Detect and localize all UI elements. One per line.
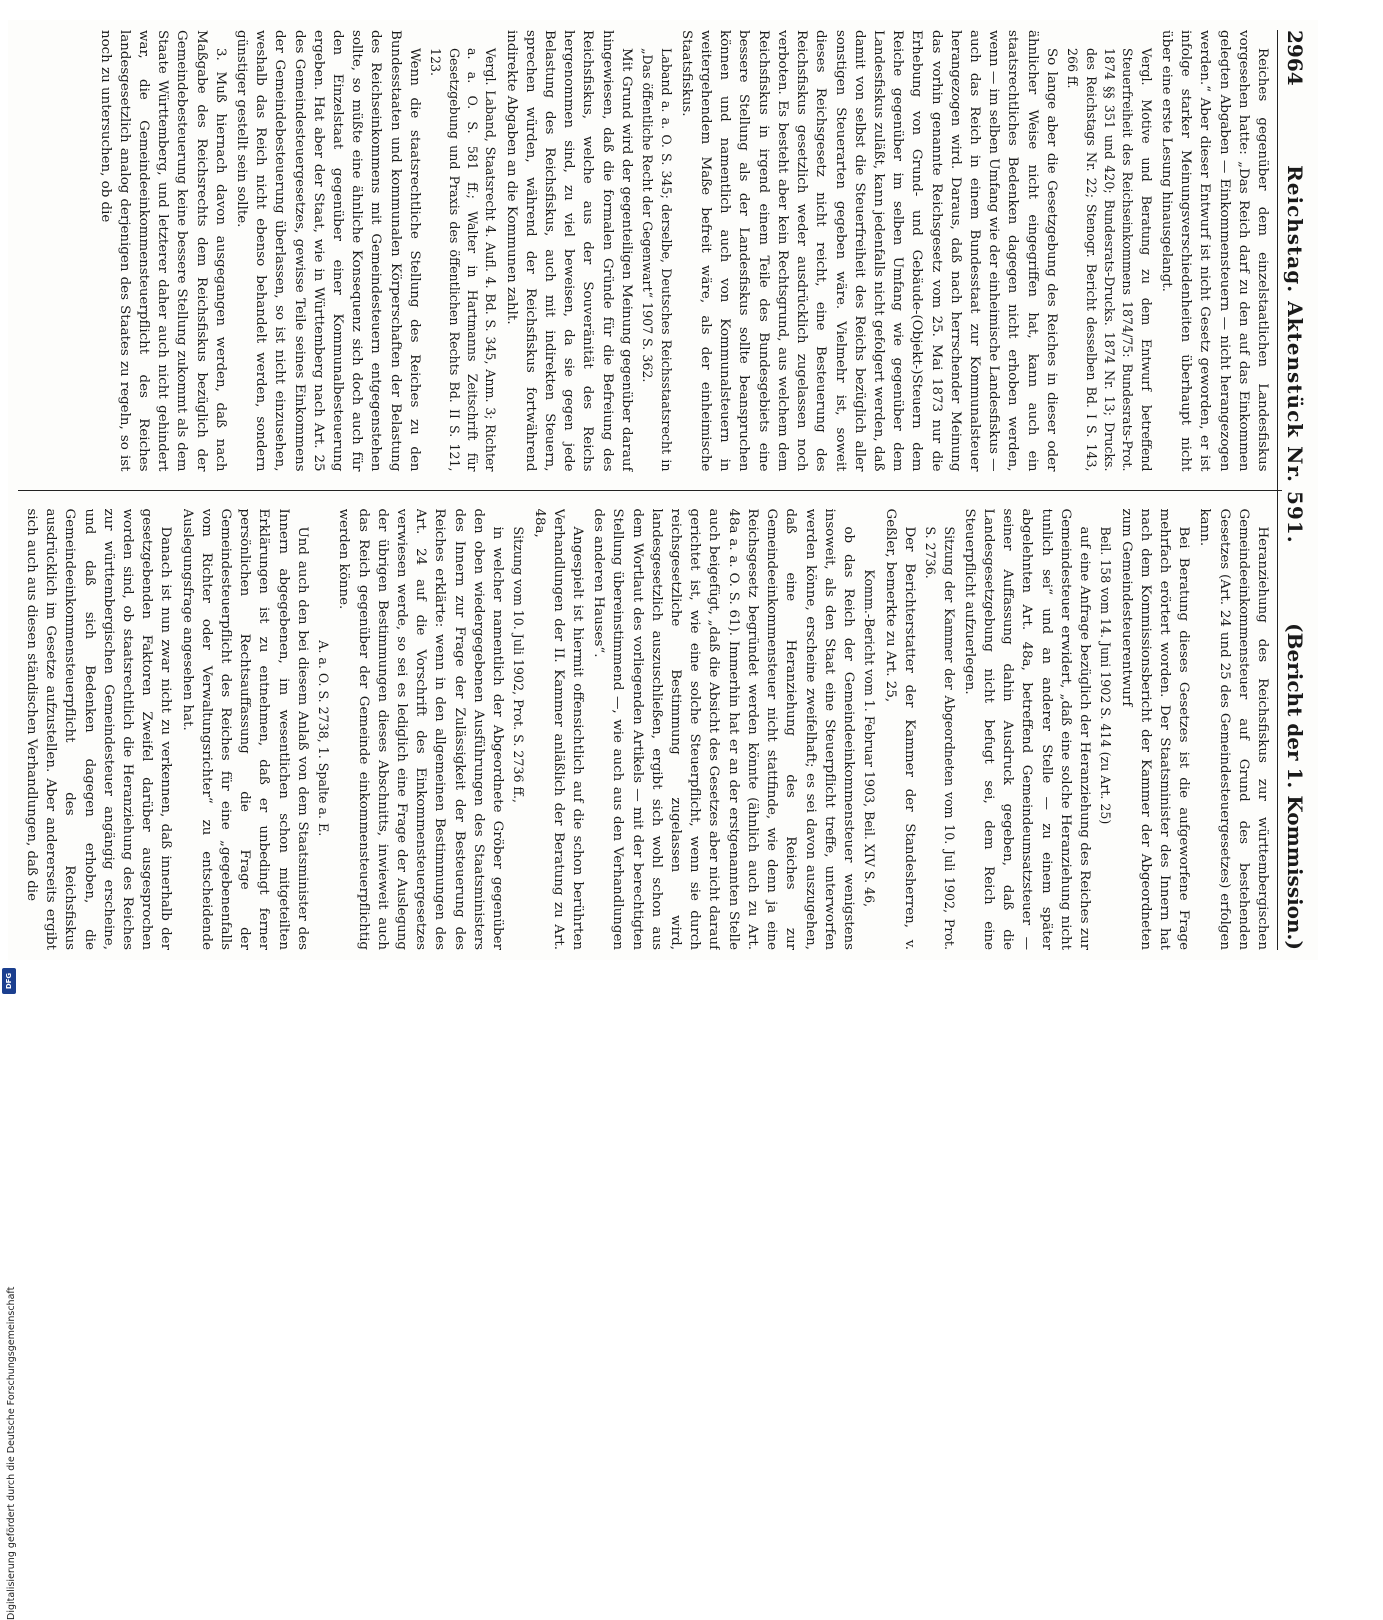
paragraph: Wenn die staatsrechtliche Stellung des Reiches zu den Bundesstaaten und kommunalen Körperschaften der Belastung des Reichseinkommens mit Gemeindesteuern entgegenstehen sollte, so müßte eine ähnliche Konsequenz sich doch auch für den Einzelstaat gegenüber einer Kommunalbesteuerung ergeben. Hat aber der Staat, wie in Württemberg nach Art. 25 des Gemeindesteuergesetzes, gewisse Teile seines Einkommens der Gemeindebesteuerung überlassen, so ist nicht einzusehen, weshalb das Reich nicht ebenso behandelt werden, sondern günstiger gestellt sein sollte. xyxy=(234,30,422,472)
paragraph: Bei Beratung dieses Gesetzes ist die aufgeworfene Frage mehrfach erörtert worden. Der Staatsminister des Innern hat nach dem Kommissionsbericht der Kammer der Abgeordneten zum Gemeindesteuerentwurf xyxy=(1118,508,1192,950)
paragraph: Angespielt ist hiermit offensichtlich auf die schon berührten Verhandlungen der II. Kammer anläßlich der Beratung zu Art. 48a, xyxy=(531,508,586,950)
reference: Vergl. Motive und Beratung zu dem Entwurf betreffend Steuerfreiheit des Reichseinkommens 1874/75: Bundesrats-Prot. 1874 §§ 351 und 420; Bundesrats-Drucks. 1874 Nr. 13; Drucks. des Reichstags Nr. 22; Stenogr. Bericht desselben Bd. I S. 143, 266 ff. xyxy=(1065,48,1154,472)
paragraph: Mit Grund wird der gegenteiligen Meinung gegenüber darauf hingewiesen, daß die formalen Gründe für die Befreiung des Reichsfiskus, welche aus der Souveränität des Reichs hergenommen sind, zu viel beweisen, da sie gegen jede Belastung des Reichsfiskus, auch mit indirekten Steuern, sprechen würden, während der Reichsfiskus fortwährend indirekte Abgaben an die Kommunen zahlt. xyxy=(503,30,634,472)
paragraph: auf eine Anfrage bezüglich der Heranziehung des Reiches zur Gemeindesteuer erwidert, „daß eine solche Heranziehung nicht tunlich sei“ und an anderer Stelle — zu einem später abgelehnten Art. 48a, betreffend Gemeindeumsatzsteuer — seiner Auffassung dahin Ausdruck gegeben, daß die Landesgesetzgebung nicht befugt sei, dem Reich eine Steuerpflicht aufzuerlegen. xyxy=(961,508,1092,950)
paragraph: So lange aber die Gesetzgebung des Reiches in dieser oder ähnlicher Weise nicht eingegriffen hat, kann auch ein staatsrechtliches Bedenken dagegen nicht erhoben werden, wenn — im selben Umfang wie der einheimische Landesfiskus — auch das Reich in einem Bundesstaat zur Kommunalsteuer herangezogen wird. Daraus, daß nach herrschender Meinung das vorhin genannte Reichsgesetz vom 25. Mai 1873 nur die Erhebung von Grund- und Gebäude-(Objekt-)Steuern dem Reiche gegenüber im selben Umfang wie gegenüber dem Landesfiskus zuläßt, kann jedenfalls nicht gefolgert werden, daß damit von selbst die Steuerfreiheit des Reichs bezüglich aller sonstigen Steuerarten gegeben wäre. Vielmehr ist, soweit dieses Reichsgesetz nicht reicht, eine Besteuerung des Reichsfiskus gesetzlich weder ausdrücklich zugelassen noch verboten. Es besteht aber kein Rechtsgrund, aus welchem dem Reichsfiskus in irgend einem Teile des Bundesgebiets eine bessere Stellung als der Landesfiskus sollte beanspruchen können und namentlich auch von Kommunalsteuern in weitergehendem Maße befreit wäre, als der einheimische Staatsfiskus. xyxy=(678,30,1059,472)
right-column xyxy=(18,509,1272,951)
page-title: Reichstag. Aktenstück Nr. 591. xyxy=(1283,165,1307,544)
text-columns xyxy=(18,30,1272,950)
reference: Komm.-Bericht vom 1. Februar 1903, Beil. XIV S. 46, xyxy=(862,569,878,908)
column-divider xyxy=(18,490,1282,491)
paragraph: Reiches gegenüber dem einzelstaatlichen Landesfiskus vorgesehen hatte: „Das Reich darf zu den auf das Einkommen gelegten Abgaben — Einkommensteuern — nicht herangezogen werden.“ Aber dieser Entwurf ist nicht Gesetz geworden, er ist infolge starker Meinungsverschiedenheiten überhaupt nicht über eine erste Lesung hinausgelangt. xyxy=(1158,30,1270,472)
rotated-document-page xyxy=(8,20,1318,960)
reference: A. a. O. S. 2738, 1. Spalte a. E. xyxy=(316,640,332,837)
page-right-title: (Bericht der 1. Kommission.) xyxy=(1283,623,1307,950)
page-number: 2964 xyxy=(1283,30,1307,86)
paragraph: Der Berichterstatter der Kammer der Standesherren, v. Geßler, bemerkte zu Art. 25, xyxy=(882,508,917,950)
paragraph: in welcher namentlich der Abgeordnete Gröber gegenüber den oben wiedergegebenen Ausführungen des Staatsministers des Innern zur Frage der Zulässigkeit der Besteuerung des Reiches erklärte: wenn in den allgemeinen Bestimmungen des Art. 24 auf die Vorschrift des Einkommensteuergesetzes verwiesen werde, so sei es lediglich eine Frage der Auslegung der übrigen Bestimmungen dieses Abschnitts, inwieweit auch das Reich gegenüber der Gemeinde einkommensteuerpflichtig werden könne. xyxy=(336,508,506,950)
paragraph: ob das Reich der Gemeindeeinkommensteuer wenigstens insoweit, als den Staat eine Steuerpflicht treffe, unterworfen werden könne, erscheine zweifelhaft; es sei davon auszugehen, daß eine Heranziehung des Reiches zur Gemeindeeinkommensteuer nicht stattfinde, wie denn ja eine Reichsgesetz begründet werden könnte (ähnlich auch zu Art. 48a a. a. O. S. 61). Immerhin hat er an der erstgenannten Stelle auch beigefügt, „daß die Absicht des Gesetzes aber nicht darauf gerichtet ist, wie eine solche Steuerpflicht, wenn sie durch reichsgesetzliche Bestimmung zugelassen wird, landesgesetzlich auszuschließen, ergibt sich wohl schon aus dem Wortlaut des vorliegenden Artikels — mit der berechtigten Stellung übereinstimmend —, wie auch aus den Verhandlungen des anderen Hauses“. xyxy=(591,508,856,950)
digitization-note: Digitalisierung gefördert durch die Deutsche Forschungsgemeinschaft xyxy=(6,1286,17,1620)
reference: Sitzung vom 10. Juli 1902, Prot. S. 2736 ff., xyxy=(511,526,527,803)
paragraph: Danach ist nun zwar nicht zu verkennen, daß innerhalb der gesetzgebenden Faktoren Zweifel darüber ausgesprochen worden sind, ob staatsrechtlich die Heranziehung des Reiches zur württembergischen Gemeindesteuer angängig erscheine, und daß sich Bedenken dagegen erhoben, die Gemeindeeinkommensteuerpflicht des Reichsfiskus ausdrücklich im Gesetze aufzustellen. Aber andererseits ergibt sich auch aus diesen ständischen Verhandlungen, daß die xyxy=(23,508,174,950)
reference: Laband a. a. O. S. 345; derselbe, Deutsches Reichsstaatsrecht in „Das öffentliche Recht der Gegenwart“ 1907 S. 362. xyxy=(640,48,674,472)
left-column xyxy=(18,30,1272,472)
dfg-logo-icon xyxy=(2,968,16,994)
paragraph: 3. Muß hiernach davon ausgegangen werden, daß nach Maßgabe des Reichsrechts dem Reichsfiskus bezüglich der Gemeindebesteuerung keine bessere Stellung zukommt als dem Staate Württemberg, und letzterer daher auch nicht gehindert war, die Gemeindeeinkommensteuerpflicht des Reiches landesgesetzlich analog derjenigen des Staates zu regeln, so ist noch zu untersuchen, ob die xyxy=(97,30,228,472)
reference: Sitzung der Kammer der Abgeordneten vom 10. Juli 1902, Prot. S. 2736. xyxy=(923,526,957,950)
reference: Vergl. Laband, Staatsrecht 4. Aufl. 4. Bd. S. 345, Anm. 3; Richter a. a. O. S. 581 ff.; Walter in Hartmanns Zeitschrift für Gesetzgebung und Praxis des öffentlichen Rechts Bd. II S. 121, 123. xyxy=(428,48,499,472)
reference: Beil. 158 vom 14. Juni 1902 S. 414 (zu Art. 25) xyxy=(1098,526,1114,825)
paragraph: Und auch den bei diesem Anlaß von dem Staatsminister des Innern abgegebenen, im wesentlichen schon mitgeteilten Erklärungen ist zu entnehmen, daß er unbedingt ferner persönlichen Rechtsauffassung die Frage der Gemeindesteuerpflicht des Reiches für eine „gegebenenfalls vom Richter oder Verwaltungsrichter“ zu entscheidende Auslegungsfrage angesehen hat. xyxy=(179,508,310,950)
page-header xyxy=(1277,30,1312,950)
dfg-logo-text: DFG xyxy=(5,972,13,990)
paragraph: Heranziehung des Reichsfiskus zur württembergischen Gemeindeeinkommensteuer auf Grund des bestehenden Gesetzes (Art. 24 und 25 des Gemeindesteuergesetzes) erfolgen kann. xyxy=(1197,508,1270,950)
